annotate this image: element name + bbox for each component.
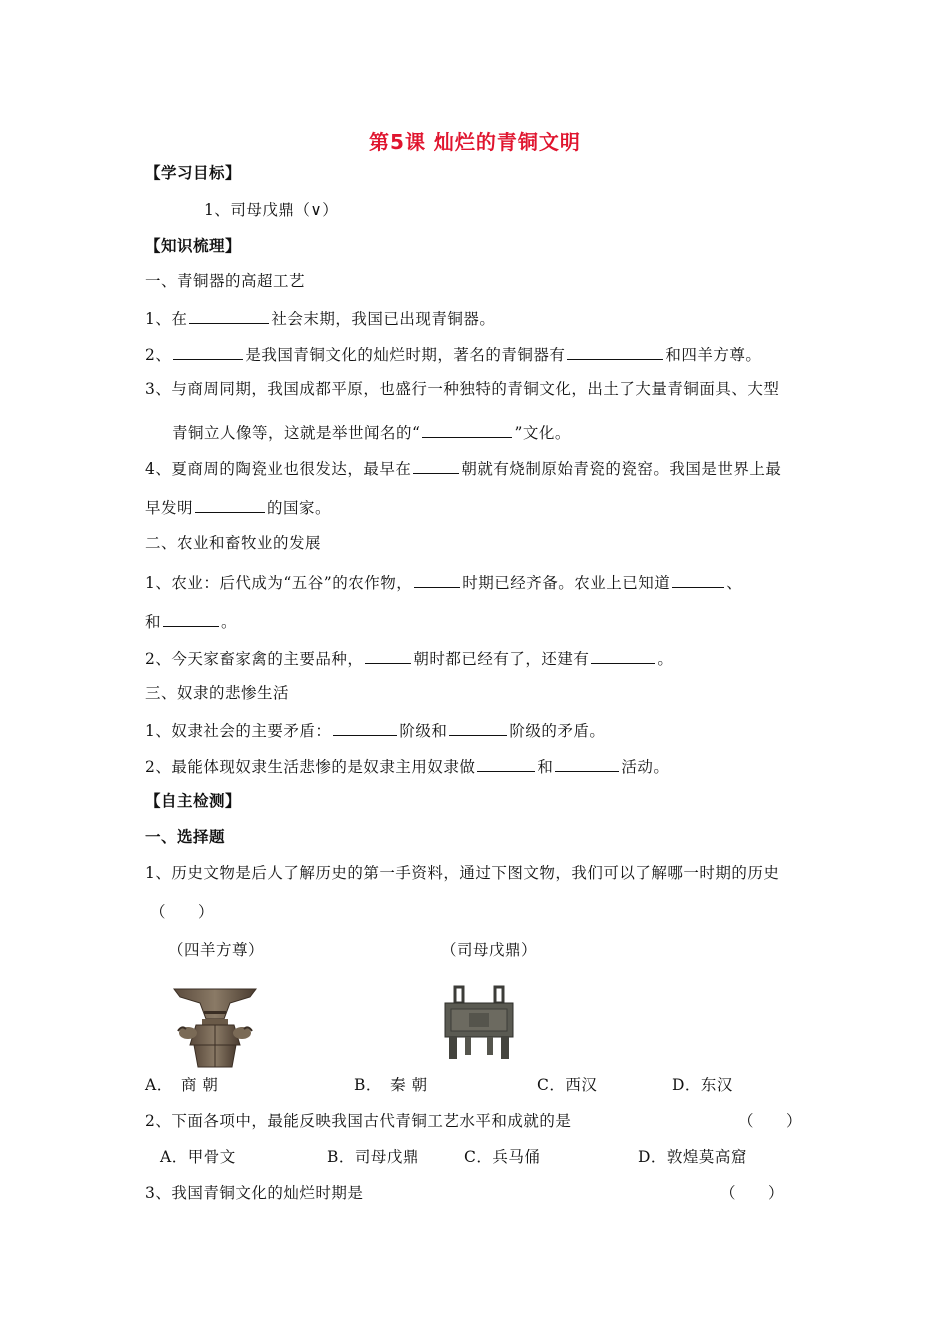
option-a[interactable]: A．甲骨文 (160, 1148, 236, 1166)
question-3-1 (145, 719, 605, 741)
question-1-1 (145, 307, 495, 329)
option-d[interactable]: D．敦煌莫高窟 (638, 1148, 747, 1166)
question-text: 和四羊方尊。 (665, 346, 762, 364)
answer-paren[interactable]: （ ） (150, 903, 215, 921)
question-text: 朝就有烧制原始青瓷的瓷窑。我国是世界上最 (461, 460, 782, 478)
question-1-2 (145, 343, 761, 365)
answer-blank[interactable] (555, 755, 619, 772)
answer-blank[interactable] (173, 343, 243, 360)
answer-blank[interactable] (195, 496, 265, 513)
answer-blank[interactable] (449, 719, 507, 736)
question-text: 活动。 (621, 758, 670, 776)
question-text: 。 (657, 650, 674, 668)
page-title: 第5课 灿烂的青铜文明 (369, 130, 581, 154)
question-text: 青铜立人像等，这就是举世闻名的“ (172, 424, 421, 442)
image-label: （四羊方尊） (168, 941, 265, 959)
question-2-2 (145, 647, 673, 669)
question-text: 是我国青铜文化的灿烂时期，著名的青铜器有 (245, 346, 566, 364)
question-text: 社会末期，我国已出现青铜器。 (271, 310, 496, 328)
part1-title: 一、青铜器的高超工艺 (145, 272, 306, 290)
question-text: 阶级和 (399, 722, 448, 740)
question-text: 早发明 (145, 499, 194, 517)
question-text: 2、 (145, 346, 172, 364)
question-text: 4、夏商周的陶瓷业也很发达，最早在 (145, 460, 412, 478)
question-1-3-line1: 3、与商周同期，我国成都平原，也盛行一种独特的青铜文化，出土了大量青铜面具、大型 (145, 380, 780, 398)
choice-header: 一、选择题 (145, 828, 226, 846)
option-d[interactable]: D．东汉 (672, 1076, 733, 1094)
answer-paren[interactable]: （ ） (720, 1184, 785, 1202)
question-text: 。 (221, 613, 238, 631)
image-label: （司母戊鼎） (441, 941, 538, 959)
question-text: 、 (726, 574, 743, 592)
choice-question-2: 2、下面各项中，最能反映我国古代青铜工艺水平和成就的是 (145, 1112, 572, 1130)
question-text: 和 (145, 613, 162, 631)
test-header: 【自主检测】 (145, 792, 242, 810)
answer-blank[interactable] (365, 647, 411, 664)
answer-blank[interactable] (672, 571, 724, 588)
question-text: 1、在 (145, 310, 188, 328)
answer-blank[interactable] (413, 457, 459, 474)
answer-blank[interactable] (333, 719, 397, 736)
option-c[interactable]: C．兵马俑 (464, 1148, 541, 1166)
question-3-2 (145, 755, 669, 777)
choice-question-3: 3、我国青铜文化的灿烂时期是 (145, 1184, 364, 1202)
question-2-1-line2 (145, 610, 237, 632)
goal-item: 1、司母戊鼎（∨） (204, 201, 339, 219)
part3-title: 三、奴隶的悲惨生活 (145, 684, 290, 702)
question-1-3-line2 (172, 421, 571, 443)
option-b[interactable]: B．司母戊鼎 (327, 1148, 419, 1166)
question-text: 2、最能体现奴隶生活悲惨的是奴隶主用奴隶做 (145, 758, 476, 776)
question-2-1-line1 (145, 571, 742, 593)
answer-blank[interactable] (477, 755, 535, 772)
answer-blank[interactable] (422, 421, 512, 438)
question-text: 的国家。 (267, 499, 332, 517)
question-text: 阶级的矛盾。 (509, 722, 606, 740)
knowledge-header: 【知识梳理】 (145, 237, 242, 255)
question-1-4-line2 (145, 496, 331, 518)
four-ram-zun-image (170, 985, 260, 1071)
answer-blank[interactable] (414, 571, 460, 588)
question-text: ”文化。 (514, 424, 571, 442)
choice-question-1: 1、历史文物是后人了解历史的第一手资料，通过下图文物，我们可以了解哪一时期的历史 (145, 864, 780, 882)
question-text: 朝时都已经有了，还建有 (413, 650, 590, 668)
answer-blank[interactable] (189, 307, 269, 324)
answer-blank[interactable] (163, 610, 219, 627)
simuwu-ding-image (443, 985, 515, 1061)
goals-header: 【学习目标】 (145, 164, 242, 182)
question-text: 1、奴隶社会的主要矛盾： (145, 722, 332, 740)
answer-paren[interactable]: （ ） (738, 1112, 803, 1130)
option-c[interactable]: C．西汉 (537, 1076, 598, 1094)
part2-title: 二、农业和畜牧业的发展 (145, 534, 322, 552)
option-b[interactable]: B． 秦 朝 (354, 1076, 428, 1094)
answer-blank[interactable] (567, 343, 663, 360)
question-text: 2、今天家畜家禽的主要品种， (145, 650, 364, 668)
option-a[interactable]: A． 商 朝 (145, 1076, 219, 1094)
question-1-4-line1 (145, 457, 781, 479)
question-text: 时期已经齐备。农业上已知道 (462, 574, 671, 592)
answer-blank[interactable] (591, 647, 655, 664)
question-text: 1、农业：后代成为“五谷”的农作物， (145, 574, 413, 592)
question-text: 和 (537, 758, 554, 776)
